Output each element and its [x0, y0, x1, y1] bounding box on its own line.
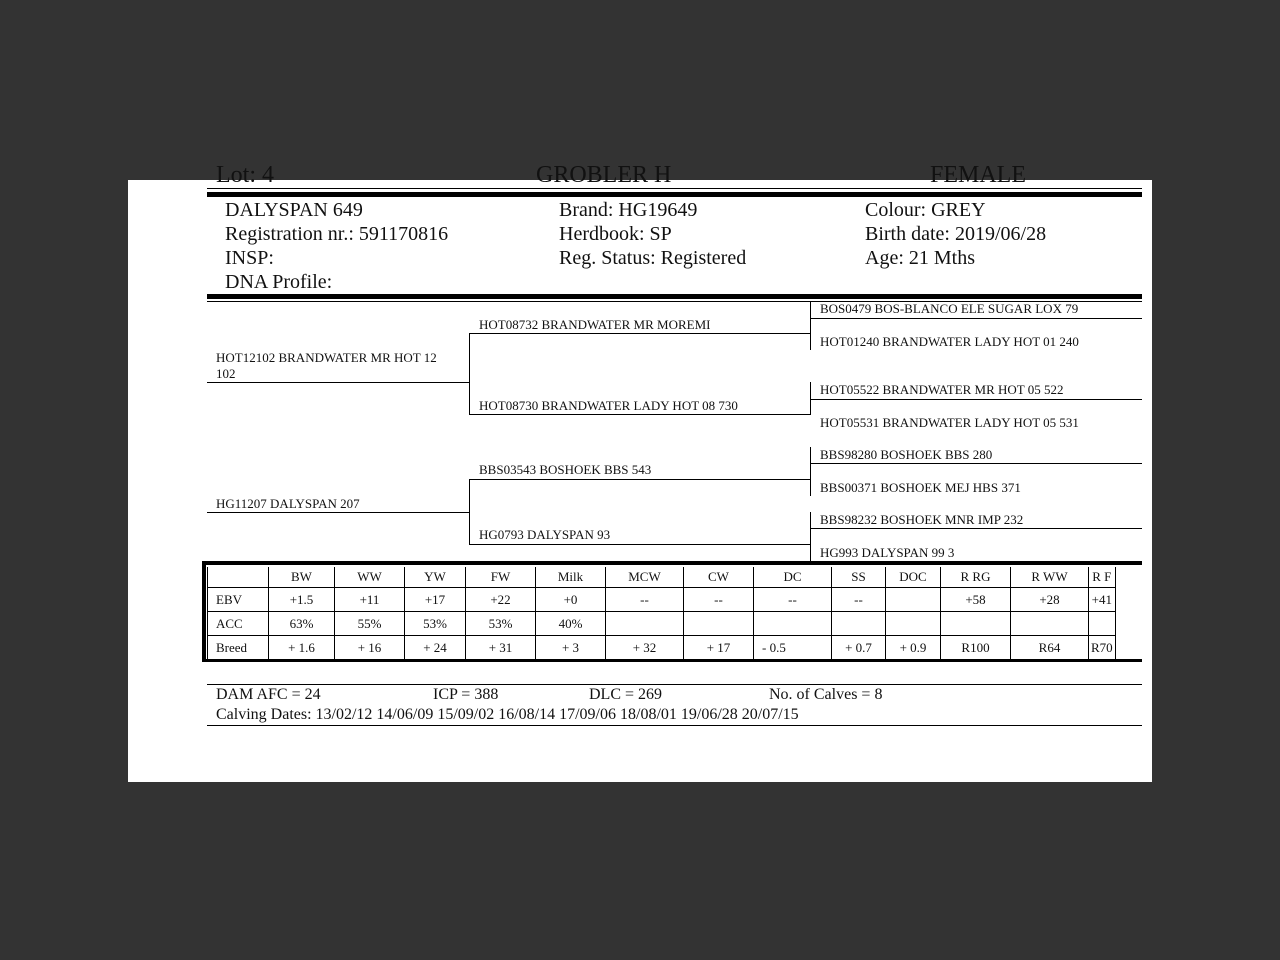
ebv-cell: [886, 588, 941, 612]
g3-line-1: [810, 318, 1142, 319]
top-thick-rule: [207, 192, 1142, 197]
ebv-cell: +41: [1089, 588, 1116, 612]
ebv-header-cell: BW: [269, 567, 335, 588]
acc-cell: 63%: [269, 612, 335, 636]
acc-cell: [606, 612, 684, 636]
acc-cell: [684, 612, 754, 636]
ebv-header-cell: DOC: [886, 567, 941, 588]
age-field: Age: 21 Mths: [865, 247, 975, 269]
dam-icp: ICP = 388: [433, 686, 499, 703]
g3-line-3: [810, 463, 1142, 464]
herdbook-field: Herdbook: SP: [559, 223, 672, 245]
sire-dam-line: [469, 414, 810, 415]
dam-dam-line: [469, 544, 810, 545]
acc-cell: [754, 612, 832, 636]
ebv-cell: --: [684, 588, 754, 612]
top-thin-rule: [207, 188, 1142, 189]
pedigree-g3-5: BBS98280 BOSHOEK BBS 280: [820, 447, 993, 462]
dam-afc: DAM AFC = 24: [216, 686, 321, 703]
ebv-header-cell: R RG: [941, 567, 1011, 588]
registration-number: Registration nr.: 591170816: [225, 223, 449, 245]
insp-field: INSP:: [225, 247, 274, 269]
pedigree-sire-dam: HOT08730 BRANDWATER LADY HOT 08 730: [479, 398, 738, 413]
breed-cell: + 17: [684, 636, 754, 660]
ebv-cell: --: [754, 588, 832, 612]
breed-cell: R64: [1011, 636, 1089, 660]
acc-cell: 53%: [466, 612, 536, 636]
info-thick-rule: [207, 294, 1142, 299]
ebv-cell: +17: [405, 588, 466, 612]
ebv-header-cell: DC: [754, 567, 832, 588]
breed-cell: + 16: [335, 636, 405, 660]
sex-label: FEMALE: [930, 162, 1026, 188]
ebv-bottom-rule: [202, 659, 1142, 662]
g3-line-4: [810, 528, 1142, 529]
dam-stats-top-line: [207, 684, 1142, 685]
birth-date-field: Birth date: 2019/06/28: [865, 223, 1047, 245]
breed-row: [208, 636, 1116, 660]
ebv-cell: +22: [466, 588, 536, 612]
ebv-header-cell: Milk: [536, 567, 606, 588]
ebv-cell: +11: [335, 588, 405, 612]
breed-cell: + 0.9: [886, 636, 941, 660]
acc-cell: 55%: [335, 612, 405, 636]
ebv-cell: +28: [1011, 588, 1089, 612]
ebv-cell: +58: [941, 588, 1011, 612]
dna-profile-field: DNA Profile:: [225, 271, 333, 293]
ebv-left-rule: [202, 561, 206, 662]
brand-field: Brand: HG19649: [559, 199, 698, 221]
pedigree-g3-7: BBS98232 BOSHOEK MNR IMP 232: [820, 512, 1024, 527]
ebv-header-cell: MCW: [606, 567, 684, 588]
g3-bracket-3: [810, 447, 811, 496]
breeder-name: GROBLER H: [536, 162, 672, 188]
breed-row-label: Breed: [208, 636, 269, 660]
pedigree-sire-sire: HOT08732 BRANDWATER MR MOREMI: [479, 317, 711, 332]
breed-cell: + 32: [606, 636, 684, 660]
calving-dates: Calving Dates: 13/02/12 14/06/09 15/09/02 16/08/14 17/09/06 18/08/01 19/06/28 20/07/15: [216, 706, 799, 723]
animal-name: DALYSPAN 649: [225, 199, 363, 221]
breed-cell: R70: [1089, 636, 1116, 660]
reg-status-field: Reg. Status: Registered: [559, 247, 747, 269]
pedigree-dam-dam: HG0793 DALYSPAN 93: [479, 527, 611, 542]
dam-line: [207, 512, 469, 513]
pedigree-g3-4: HOT05531 BRANDWATER LADY HOT 05 531: [820, 415, 1079, 430]
ebv-top-rule: [202, 561, 1142, 565]
ebv-cell: --: [606, 588, 684, 612]
acc-row: [208, 612, 1116, 636]
g3-bracket-1: [810, 301, 811, 350]
acc-cell: 40%: [536, 612, 606, 636]
acc-cell: [1011, 612, 1089, 636]
ebv-header-cell: FW: [466, 567, 536, 588]
acc-cell: 53%: [405, 612, 466, 636]
pedigree-dam-sire: BBS03543 BOSHOEK BBS 543: [479, 462, 652, 477]
acc-cell: [832, 612, 886, 636]
ebv-header-cell: WW: [335, 567, 405, 588]
breed-cell: + 1.6: [269, 636, 335, 660]
acc-cell: [886, 612, 941, 636]
ebv-header-cell: [208, 567, 269, 588]
ebv-header-cell: R F: [1089, 567, 1116, 588]
acc-cell: [941, 612, 1011, 636]
pedigree-sire: HOT12102 BRANDWATER MR HOT 12 102: [216, 350, 437, 381]
pedigree-g3-3: HOT05522 BRANDWATER MR HOT 05 522: [820, 382, 1064, 397]
pedigree-g3-6: BBS00371 BOSHOEK MEJ HBS 371: [820, 480, 1021, 495]
ebv-row: [208, 588, 1116, 612]
ebv-header-cell: SS: [832, 567, 886, 588]
acc-row-label: ACC: [208, 612, 269, 636]
ebv-header-cell: CW: [684, 567, 754, 588]
breed-cell: - 0.5: [754, 636, 832, 660]
pedigree-g3-2: HOT01240 BRANDWATER LADY HOT 01 240: [820, 334, 1079, 349]
lot-number: Lot: 4: [216, 162, 274, 188]
dam-sire-line: [469, 479, 810, 480]
g3-line-2: [810, 399, 1142, 400]
sire-sire-line: [469, 333, 810, 334]
pedigree-dam: HG11207 DALYSPAN 207: [216, 496, 360, 511]
breed-cell: + 0.7: [832, 636, 886, 660]
sire-bracket: [469, 333, 470, 415]
dam-bracket: [469, 479, 470, 544]
dam-dlc: DLC = 269: [589, 686, 663, 703]
ebv-row-label: EBV: [208, 588, 269, 612]
colour-field: Colour: GREY: [865, 199, 986, 221]
pedigree-certificate: [128, 162, 1152, 782]
breed-cell: + 3: [536, 636, 606, 660]
acc-cell: [1089, 612, 1116, 636]
ebv-table: [207, 567, 1116, 660]
breed-cell: R100: [941, 636, 1011, 660]
ebv-header-cell: YW: [405, 567, 466, 588]
pedigree-g3-1: BOS0479 BOS-BLANCO ELE SUGAR LOX 79: [820, 301, 1079, 316]
ebv-cell: --: [832, 588, 886, 612]
sire-line: [207, 382, 469, 383]
breed-cell: + 31: [466, 636, 536, 660]
dam-calves-count: No. of Calves = 8: [769, 686, 883, 703]
dam-stats-bottom-line: [207, 725, 1142, 726]
pedigree-g3-8: HG993 DALYSPAN 99 3: [820, 545, 955, 560]
ebv-header-row: [208, 567, 1116, 588]
ebv-cell: +1.5: [269, 588, 335, 612]
ebv-header-cell: R WW: [1011, 567, 1089, 588]
g3-bracket-4: [810, 512, 811, 561]
ebv-cell: +0: [536, 588, 606, 612]
breed-cell: + 24: [405, 636, 466, 660]
